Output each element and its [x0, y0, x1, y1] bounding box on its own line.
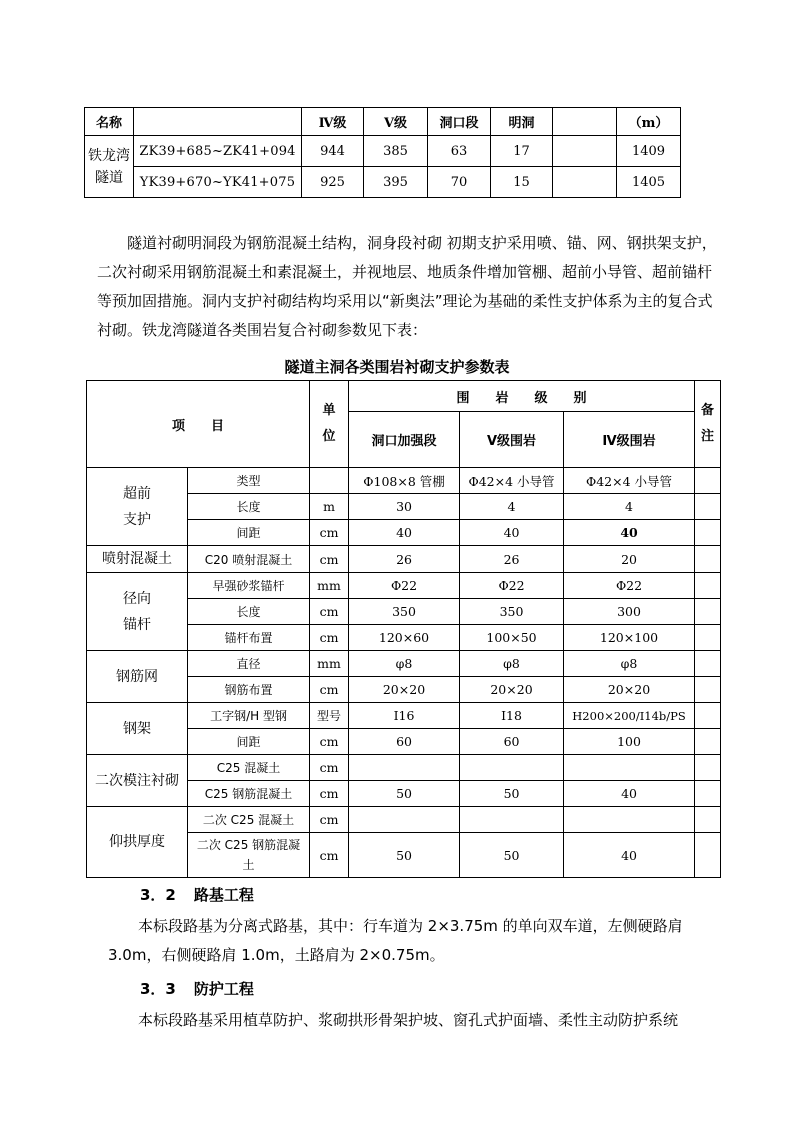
table-cell: 50 — [460, 781, 564, 807]
table-cell: 4 — [460, 494, 564, 520]
table-row — [87, 703, 721, 729]
table-row — [87, 651, 721, 677]
table-cell — [695, 520, 721, 546]
table-cell — [695, 494, 721, 520]
header-cell: 洞口段 — [428, 108, 491, 136]
table-cell — [460, 807, 564, 833]
tunnel-name: 铁龙湾隧道 — [85, 136, 134, 198]
group-label: 二次模注衬砌 — [87, 755, 188, 807]
group-label: 仰拱厚度 — [87, 807, 188, 878]
group-label: 径向锚杆 — [87, 573, 188, 651]
header-grade: 围 岩 级 别 — [349, 381, 695, 412]
table-cell: 17 — [491, 136, 553, 167]
table-cell: cm — [310, 781, 349, 807]
header-cell: 名称 — [85, 108, 134, 136]
table-header-row — [87, 381, 721, 412]
table-cell: 120×100 — [564, 625, 695, 651]
table-cell: C20 喷射混凝土 — [188, 546, 310, 573]
table-row — [87, 468, 721, 494]
table2-title: 隧道主洞各类围岩衬砌支护参数表 — [284, 358, 510, 376]
table-cell — [349, 807, 460, 833]
table-cell: 间距 — [188, 729, 310, 755]
table-cell: cm — [310, 599, 349, 625]
table-cell: 120×60 — [349, 625, 460, 651]
header-c3: Ⅳ级围岩 — [564, 412, 695, 468]
table-cell: 70 — [428, 167, 491, 198]
table-cell: 长度 — [188, 599, 310, 625]
table-cell: H200×200/I14b/PS — [564, 703, 695, 729]
table-cell — [695, 651, 721, 677]
table-cell: 350 — [349, 599, 460, 625]
table-row — [85, 136, 681, 167]
table-cell: cm — [310, 729, 349, 755]
table-cell: 长度 — [188, 494, 310, 520]
table-cell: 锚杆布置 — [188, 625, 310, 651]
table-cell: 早强砂浆锚杆 — [188, 573, 310, 599]
table-cell: Φ42×4 小导管 — [564, 468, 695, 494]
section-number: 3．2 — [140, 886, 176, 904]
tunnel-length-table — [84, 107, 681, 198]
table-cell: 二次 C25 钢筋混凝土 — [188, 833, 310, 878]
table-cell: mm — [310, 651, 349, 677]
table-cell: 间距 — [188, 520, 310, 546]
table-cell — [695, 807, 721, 833]
table-cell: I16 — [349, 703, 460, 729]
table-cell — [349, 755, 460, 781]
header-c2: Ⅴ级围岩 — [460, 412, 564, 468]
table-cell: 型号 — [310, 703, 349, 729]
table-row — [87, 807, 721, 833]
table-cell: 20 — [564, 546, 695, 573]
table-cell: m — [310, 494, 349, 520]
header-cell — [134, 108, 302, 136]
table-cell — [553, 136, 617, 167]
table-cell: φ8 — [564, 651, 695, 677]
table-cell: Φ22 — [564, 573, 695, 599]
table-cell: 50 — [349, 781, 460, 807]
section-heading-protection — [140, 978, 254, 999]
table-cell: 925 — [302, 167, 364, 198]
table-cell — [460, 755, 564, 781]
header-unit: 单位 — [310, 381, 349, 468]
table-row — [85, 167, 681, 198]
table-cell: cm — [310, 833, 349, 878]
table-cell: ZK39+685~ZK41+094 — [134, 136, 302, 167]
table-cell: C25 混凝土 — [188, 755, 310, 781]
table-cell: 40 — [460, 520, 564, 546]
table-cell: 50 — [460, 833, 564, 878]
table-cell — [695, 625, 721, 651]
group-label: 钢筋网 — [87, 651, 188, 703]
table-cell — [695, 599, 721, 625]
table-cell: 944 — [302, 136, 364, 167]
table-cell: 40 — [564, 520, 695, 546]
paragraph-roadbed: 本标段路基为分离式路基，其中：行车道为 2×3.75m 的单向双车道，左侧硬路肩3.0m，右侧硬路肩 1.0m，土路肩为 2×0.75m。 — [108, 917, 683, 964]
table-cell — [695, 755, 721, 781]
table-cell: C25 钢筋混凝土 — [188, 781, 310, 807]
table-cell: 395 — [364, 167, 428, 198]
table-cell: YK39+670~YK41+075 — [134, 167, 302, 198]
table-cell: 20×20 — [349, 677, 460, 703]
table-cell: 20×20 — [564, 677, 695, 703]
table-cell: 50 — [349, 833, 460, 878]
lining-parameter-table — [86, 380, 721, 878]
group-label: 钢架 — [87, 703, 188, 755]
table-row — [87, 755, 721, 781]
table-cell: Φ108×8 管棚 — [349, 468, 460, 494]
group-label: 喷射混凝土 — [87, 546, 188, 573]
table-cell: 40 — [349, 520, 460, 546]
table-cell: 类型 — [188, 468, 310, 494]
section-title: 路基工程 — [193, 886, 254, 904]
table-cell: 二次 C25 混凝土 — [188, 807, 310, 833]
table-cell: Φ42×4 小导管 — [460, 468, 564, 494]
paragraph-protection: 本标段路基采用植草防护、浆砌拱形骨架护坡、窗孔式护面墙、柔性主动防护系统 — [138, 1011, 679, 1029]
table-cell: 1405 — [617, 167, 681, 198]
header-cell: 明洞 — [491, 108, 553, 136]
table-cell: 100×50 — [460, 625, 564, 651]
table-cell — [564, 807, 695, 833]
table-cell: φ8 — [349, 651, 460, 677]
table-cell: 26 — [460, 546, 564, 573]
table-cell: 40 — [564, 781, 695, 807]
table-cell — [695, 703, 721, 729]
table-row — [87, 573, 721, 599]
table-cell: 钢筋布置 — [188, 677, 310, 703]
table-cell: 30 — [349, 494, 460, 520]
table-cell: 385 — [364, 136, 428, 167]
header-note: 备注 — [695, 381, 721, 468]
table-cell: mm — [310, 573, 349, 599]
table-cell: Φ22 — [460, 573, 564, 599]
table-cell: 60 — [460, 729, 564, 755]
table-cell: 60 — [349, 729, 460, 755]
table-cell — [695, 677, 721, 703]
header-item: 项 目 — [87, 381, 310, 468]
table-cell — [695, 833, 721, 878]
table-cell — [310, 468, 349, 494]
table-cell — [564, 755, 695, 781]
table-cell: 63 — [428, 136, 491, 167]
table-cell: cm — [310, 807, 349, 833]
table-cell: 15 — [491, 167, 553, 198]
table-cell: I18 — [460, 703, 564, 729]
table-cell: 300 — [564, 599, 695, 625]
table-cell: φ8 — [460, 651, 564, 677]
section-number: 3．3 — [140, 980, 176, 998]
table-cell: cm — [310, 625, 349, 651]
table-cell: 20×20 — [460, 677, 564, 703]
header-c1: 洞口加强段 — [349, 412, 460, 468]
table-header-row — [85, 108, 681, 136]
table-cell: 40 — [564, 833, 695, 878]
table-cell: 1409 — [617, 136, 681, 167]
table-cell: 350 — [460, 599, 564, 625]
section-title: 防护工程 — [193, 980, 254, 998]
table-cell — [695, 468, 721, 494]
table-cell — [695, 729, 721, 755]
table-cell: cm — [310, 677, 349, 703]
table-cell: 100 — [564, 729, 695, 755]
table-cell: 直径 — [188, 651, 310, 677]
table-cell: 工字钢/H 型钢 — [188, 703, 310, 729]
table-cell: 4 — [564, 494, 695, 520]
table-cell: cm — [310, 546, 349, 573]
table-row — [87, 546, 721, 573]
header-cell: Ⅴ级 — [364, 108, 428, 136]
table-cell — [553, 167, 617, 198]
group-label: 超前支护 — [87, 468, 188, 546]
table-cell: cm — [310, 520, 349, 546]
header-cell — [553, 108, 617, 136]
table-cell: Φ22 — [349, 573, 460, 599]
table-cell: cm — [310, 755, 349, 781]
table-cell: 26 — [349, 546, 460, 573]
section-heading-roadbed — [140, 884, 254, 905]
header-cell: Ⅳ级 — [302, 108, 364, 136]
table-cell — [695, 573, 721, 599]
table-cell — [695, 546, 721, 573]
paragraph-lining: 隧道衬砌明洞段为钢筋混凝土结构，洞身段衬砌 初期支护采用喷、锚、网、钢拱架支护，二次衬砌采用钢筋混凝土和素混凝土，并视地层、地质条件增加管棚、超前小导管、超前锚杆等预加固措施。洞内支护衬砌结构均采用以“新奥法”理论为基础的柔性支护体系为主的复合式衬砌。铁龙湾隧道各类围岩复合衬砌参数见下表： — [97, 234, 717, 339]
table-cell — [695, 781, 721, 807]
header-cell: （m） — [617, 108, 681, 136]
